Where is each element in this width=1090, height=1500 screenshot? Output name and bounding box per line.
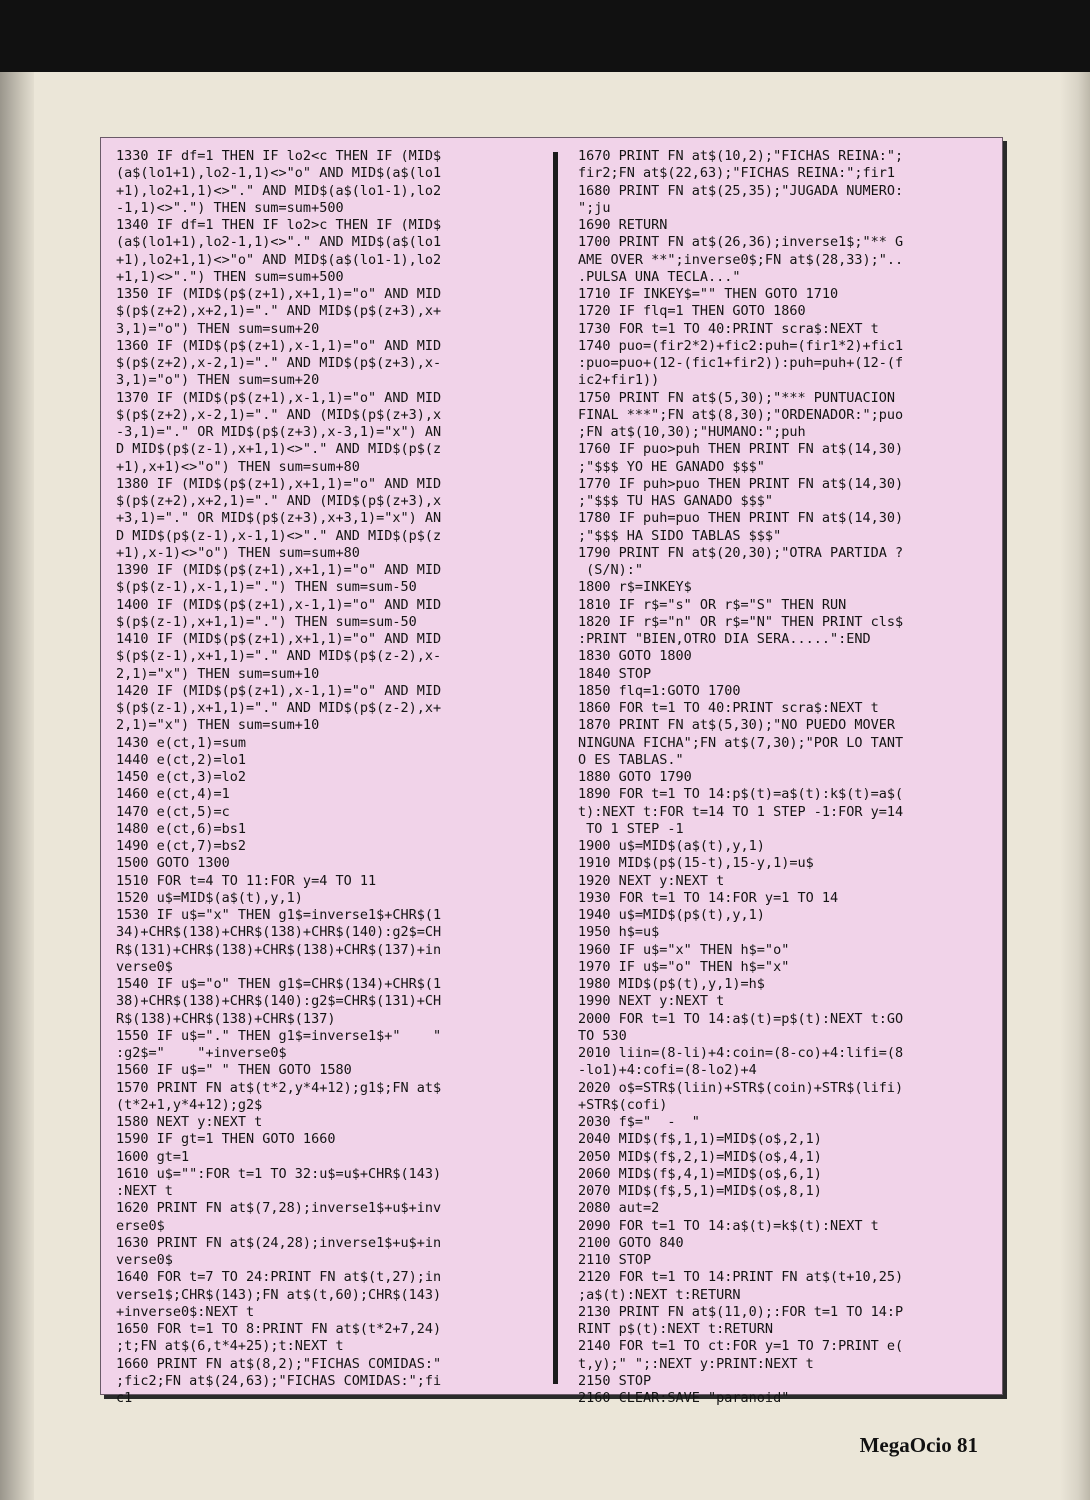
code-line: 2160 CLEAR:SAVE "paranoid" [578, 1390, 790, 1406]
code-line: :NEXT t [116, 1183, 173, 1199]
code-line: 1650 FOR t=1 TO 8:PRINT FN at$(t*2+7,24) [116, 1321, 442, 1337]
code-line: 1730 FOR t=1 TO 40:PRINT scra$:NEXT t [578, 320, 879, 337]
code-line: :PRINT "BIEN,OTRO DIA SERA.....":END [578, 631, 871, 647]
code-line: 1950 h$=u$ [578, 924, 660, 941]
code-line: 1930 FOR t=1 TO 14:FOR y=1 TO 14 [578, 889, 839, 906]
code-line: 2030 f$=" - " [578, 1114, 700, 1130]
code-line: 1830 GOTO 1800 [578, 648, 692, 665]
code-line: 1490 e(ct,7)=bs2 [116, 838, 247, 854]
code-line: +1),x-1)<>"o") THEN sum=sum+80 [116, 544, 360, 561]
code-line: 2,1)="x") THEN sum=sum+10 [116, 665, 320, 682]
code-line: 1460 e(ct,4)=1 [116, 786, 230, 803]
code-line: +STR$(cofi) [578, 1096, 668, 1113]
code-line: 2120 FOR t=1 TO 14:PRINT FN at$(t+10,25) [578, 1269, 904, 1286]
code-line: 2110 STOP [578, 1252, 652, 1268]
code-line: 2,1)="x") THEN sum=sum+10 [116, 717, 320, 734]
code-line: ;"$$$ HA SIDO TABLAS $$$" [578, 527, 782, 544]
code-line: 1330 IF df=1 THEN IF lo2<c THEN IF (MID$ [116, 148, 442, 164]
code-line: 1670 PRINT FN at$(10,2);"FICHAS REINA:"; [578, 148, 904, 164]
code-line: 1580 NEXT y:NEXT t [116, 1114, 263, 1130]
code-line: 2080 aut=2 [578, 1200, 660, 1217]
code-line: $(p$(z-1),x+1,1)=".") THEN sum=sum-50 [116, 613, 417, 630]
code-line: :puo=puo+(12-(fic1+fir2)):puh=puh+(12-(f [578, 355, 904, 371]
code-line: $(p$(z-1),x+1,1)="." AND MID$(p$(z-2),x+ [116, 700, 442, 716]
code-line: 1780 IF puh=puo THEN PRINT FN at$(14,30) [578, 510, 904, 527]
code-line: 1980 MID$(p$(t),y,1)=h$ [578, 976, 765, 992]
code-line: 1430 e(ct,1)=sum [116, 734, 247, 751]
code-line: 2050 MID$(f$,2,1)=MID$(o$,4,1) [578, 1148, 822, 1165]
code-line: 2100 GOTO 840 [578, 1234, 684, 1251]
code-line: 1410 IF (MID$(p$(z+1),x+1,1)="o" AND MID [116, 631, 442, 647]
code-line: 1710 IF INKEY$="" THEN GOTO 1710 [578, 286, 839, 302]
code-line: 1700 PRINT FN at$(26,36);inverse1$;"** G [578, 234, 904, 251]
code-line: c1 [116, 1390, 133, 1406]
code-line: 2070 MID$(f$,5,1)=MID$(o$,8,1) [578, 1183, 822, 1199]
code-line: AME OVER **";inverse0$;FN at$(28,33);".. [578, 251, 904, 268]
code-line: 1550 IF u$="." THEN g1$=inverse1$+" " [116, 1027, 442, 1044]
code-line: 1910 MID$(p$(15-t),15-y,1)=u$ [578, 855, 814, 872]
code-line: -lo1)+4:cofi=(8-lo2)+4 [578, 1062, 757, 1079]
code-line: 1530 IF u$="x" THEN g1$=inverse1$+CHR$(1 [116, 907, 442, 923]
code-line: verse0$ [116, 958, 173, 975]
code-line: verse0$ [116, 1252, 173, 1268]
code-line: TO 530 [578, 1027, 627, 1044]
code-line: TO 1 STEP -1 [578, 820, 684, 837]
code-line: 1990 NEXT y:NEXT t [578, 993, 725, 1010]
code-line: 1610 u$="":FOR t=1 TO 32:u$=u$+CHR$(143) [116, 1165, 442, 1182]
code-line: 1810 IF r$="s" OR r$="S" THEN RUN [578, 596, 847, 613]
code-line: 1960 IF u$="x" THEN h$="o" [578, 941, 790, 958]
code-line: 1920 NEXT y:NEXT t [578, 872, 725, 889]
code-line: 2140 FOR t=1 TO ct:FOR y=1 TO 7:PRINT e( [578, 1338, 904, 1355]
listing-left-column [116, 148, 536, 1407]
code-line: 1350 IF (MID$(p$(z+1),x+1,1)="o" AND MID [116, 286, 442, 302]
code-line: 1750 PRINT FN at$(5,30);"*** PUNTUACION [578, 389, 895, 406]
code-line: 1860 FOR t=1 TO 40:PRINT scra$:NEXT t [578, 700, 879, 716]
code-line: 1570 PRINT FN at$(t*2,y*4+12);g1$;FN at$ [116, 1079, 442, 1096]
code-line: $(p$(z-1),x-1,1)=".") THEN sum=sum-50 [116, 579, 417, 596]
code-line: t):NEXT t:FOR t=14 TO 1 STEP -1:FOR y=14 [578, 803, 904, 820]
code-line: 2000 FOR t=1 TO 14:a$(t)=p$(t):NEXT t:GO [578, 1010, 904, 1027]
page-footer-label: MegaOcio 81 [859, 1433, 978, 1457]
code-line: 1440 e(ct,2)=lo1 [116, 751, 247, 768]
code-line: O ES TABLAS." [578, 751, 684, 768]
code-line: R$(131)+CHR$(138)+CHR$(138)+CHR$(137)+in [116, 941, 442, 958]
code-line: 1690 RETURN [578, 217, 668, 233]
code-line: verse1$;CHR$(143);FN at$(t,60);CHR$(143) [116, 1286, 442, 1303]
code-line: (S/N):" [578, 562, 644, 578]
code-line: 1740 puo=(fir2*2)+fic2:puh=(fir1*2)+fic1 [578, 337, 904, 354]
code-line: 1400 IF (MID$(p$(z+1),x-1,1)="o" AND MID [116, 596, 442, 613]
code-line: D MID$(p$(z-1),x+1,1)<>"." AND MID$(p$(z [116, 441, 442, 458]
code-line: 1620 PRINT FN at$(7,28);inverse1$+u$+inv [116, 1200, 442, 1217]
code-line: 1940 u$=MID$(p$(t),y,1) [578, 907, 765, 923]
code-line: (a$(lo1+1),lo2-1,1)<>"." AND MID$(a$(lo1 [116, 234, 442, 251]
code-line: 1510 FOR t=4 TO 11:FOR y=4 TO 11 [116, 872, 377, 889]
code-line: 1560 IF u$=" " THEN GOTO 1580 [116, 1062, 352, 1079]
code-line: 1850 flq=1:GOTO 1700 [578, 682, 741, 699]
code-line: $(p$(z+2),x+2,1)="." AND (MID$(p$(z+3),x [116, 493, 442, 509]
code-line: 2020 o$=STR$(liin)+STR$(coin)+STR$(lifi) [578, 1079, 904, 1096]
code-line: 1480 e(ct,6)=bs1 [116, 820, 247, 837]
code-line: (t*2+1,y*4+12);g2$ [116, 1096, 263, 1113]
code-line: ;t;FN at$(6,t*4+25);t:NEXT t [116, 1338, 344, 1355]
column-divider [553, 152, 558, 1384]
code-line: 1380 IF (MID$(p$(z+1),x+1,1)="o" AND MID [116, 475, 442, 492]
code-line: t,y);" ";:NEXT y:PRINT:NEXT t [578, 1355, 814, 1372]
code-line: NINGUNA FICHA";FN at$(7,30);"POR LO TANT [578, 734, 904, 751]
code-line: 1970 IF u$="o" THEN h$="x" [578, 958, 790, 975]
code-line: 3,1)="o") THEN sum=sum+20 [116, 320, 320, 337]
code-line: 1870 PRINT FN at$(5,30);"NO PUEDO MOVER [578, 717, 895, 734]
code-line: +1),lo2+1,1)<>"." AND MID$(a$(lo1-1),lo2 [116, 182, 442, 199]
code-line: 1540 IF u$="o" THEN g1$=CHR$(134)+CHR$(1 [116, 976, 442, 992]
code-line: 38)+CHR$(138)+CHR$(140):g2$=CHR$(131)+CH [116, 993, 442, 1010]
code-line: -1,1)<>".") THEN sum=sum+500 [116, 199, 344, 216]
code-line: 1520 u$=MID$(a$(t),y,1) [116, 889, 303, 906]
code-line: 3,1)="o") THEN sum=sum+20 [116, 372, 320, 389]
code-line: 1450 e(ct,3)=lo2 [116, 769, 247, 785]
code-line: 1880 GOTO 1790 [578, 769, 692, 785]
code-line: 1840 STOP [578, 665, 652, 682]
code-line: 1370 IF (MID$(p$(z+1),x-1,1)="o" AND MID [116, 389, 442, 406]
code-line: +1,1)<>".") THEN sum=sum+500 [116, 268, 344, 285]
code-line: +1),lo2+1,1)<>"o" AND MID$(a$(lo1-1),lo2 [116, 251, 442, 268]
page-spine-shadow [0, 72, 34, 1500]
code-line: 1340 IF df=1 THEN IF lo2>c THEN IF (MID$ [116, 217, 442, 233]
code-line: +1),x+1)<>"o") THEN sum=sum+80 [116, 458, 360, 475]
code-line: ;"$$$ TU HAS GANADO $$$" [578, 493, 774, 509]
code-line: 1770 IF puh>puo THEN PRINT FN at$(14,30) [578, 475, 904, 492]
code-line: 34)+CHR$(138)+CHR$(138)+CHR$(140):g2$=CH [116, 924, 442, 941]
code-line: ;FN at$(10,30);"HUMANO:";puh [578, 424, 806, 440]
page-right-edge [1060, 72, 1090, 1500]
code-line: erse0$ [116, 1217, 165, 1234]
code-line: 1760 IF puo>puh THEN PRINT FN at$(14,30) [578, 441, 904, 458]
code-line: 1420 IF (MID$(p$(z+1),x-1,1)="o" AND MID [116, 682, 442, 699]
code-line: $(p$(z+2),x+2,1)="." AND MID$(p$(z+3),x+ [116, 303, 442, 320]
code-line: 2150 STOP [578, 1372, 652, 1389]
code-line: 1660 PRINT FN at$(8,2);"FICHAS COMIDAS:" [116, 1355, 442, 1372]
code-line: +3,1)="." OR MID$(p$(z+3),x+3,1)="x") AN [116, 510, 442, 527]
listing-right-column [578, 148, 993, 1407]
code-line: 1590 IF gt=1 THEN GOTO 1660 [116, 1131, 336, 1148]
code-line: 1390 IF (MID$(p$(z+1),x+1,1)="o" AND MID [116, 562, 442, 578]
code-line: ;fic2;FN at$(24,63);"FICHAS COMIDAS:";fi [116, 1372, 442, 1389]
code-line: $(p$(z+2),x-2,1)="." AND (MID$(p$(z+3),x [116, 406, 442, 423]
code-line: 1360 IF (MID$(p$(z+1),x-1,1)="o" AND MID [116, 337, 442, 354]
code-line: 1500 GOTO 1300 [116, 855, 230, 872]
code-line: $(p$(z+2),x-2,1)="." AND MID$(p$(z+3),x- [116, 355, 442, 371]
code-line: ;a$(t):NEXT t:RETURN [578, 1286, 741, 1303]
code-line: -3,1)="." OR MID$(p$(z+3),x-3,1)="x") AN [116, 424, 442, 440]
code-line: 1890 FOR t=1 TO 14:p$(t)=a$(t):k$(t)=a$( [578, 786, 904, 803]
code-line: D MID$(p$(z-1),x-1,1)<>"." AND MID$(p$(z [116, 527, 442, 544]
code-line: 1800 r$=INKEY$ [578, 579, 692, 596]
code-line: 1630 PRINT FN at$(24,28);inverse1$+u$+in [116, 1234, 442, 1251]
code-line: FINAL ***";FN at$(8,30);"ORDENADOR:";puo [578, 406, 904, 423]
code-line: 1790 PRINT FN at$(20,30);"OTRA PARTIDA ? [578, 544, 904, 561]
code-line: 2090 FOR t=1 TO 14:a$(t)=k$(t):NEXT t [578, 1217, 879, 1234]
code-line: ;"$$$ YO HE GANADO $$$" [578, 458, 765, 475]
code-line: 1640 FOR t=7 TO 24:PRINT FN at$(t,27);in [116, 1269, 442, 1286]
code-line: (a$(lo1+1),lo2-1,1)<>"o" AND MID$(a$(lo1 [116, 165, 442, 182]
code-line: 1720 IF flq=1 THEN GOTO 1860 [578, 303, 806, 320]
code-line: RINT p$(t):NEXT t:RETURN [578, 1321, 774, 1337]
code-line: R$(138)+CHR$(138)+CHR$(137) [116, 1010, 336, 1027]
code-line: ic2+fir1)) [578, 372, 660, 389]
code-line: $(p$(z-1),x+1,1)="." AND MID$(p$(z-2),x- [116, 648, 442, 665]
code-line: 2040 MID$(f$,1,1)=MID$(o$,2,1) [578, 1131, 822, 1148]
code-line: ";ju [578, 199, 611, 216]
code-line: 1680 PRINT FN at$(25,35);"JUGADA NUMERO: [578, 182, 904, 199]
code-line: 2010 liin=(8-li)+4:coin=(8-co)+4:lifi=(8 [578, 1045, 904, 1061]
code-line: :g2$=" "+inverse0$ [116, 1045, 287, 1061]
code-line: 1470 e(ct,5)=c [116, 803, 230, 820]
code-line: 2130 PRINT FN at$(11,0);:FOR t=1 TO 14:P [578, 1303, 904, 1320]
code-line: 2060 MID$(f$,4,1)=MID$(o$,6,1) [578, 1165, 822, 1182]
code-line: 1600 gt=1 [116, 1148, 190, 1165]
code-line: fir2;FN at$(22,63);"FICHAS REINA:";fir1 [578, 165, 895, 182]
code-line: 1820 IF r$="n" OR r$="N" THEN PRINT cls$ [578, 613, 904, 630]
code-line: +inverse0$:NEXT t [116, 1303, 255, 1320]
code-line: 1900 u$=MID$(a$(t),y,1) [578, 838, 765, 854]
code-line: .PULSA UNA TECLA..." [578, 268, 741, 285]
